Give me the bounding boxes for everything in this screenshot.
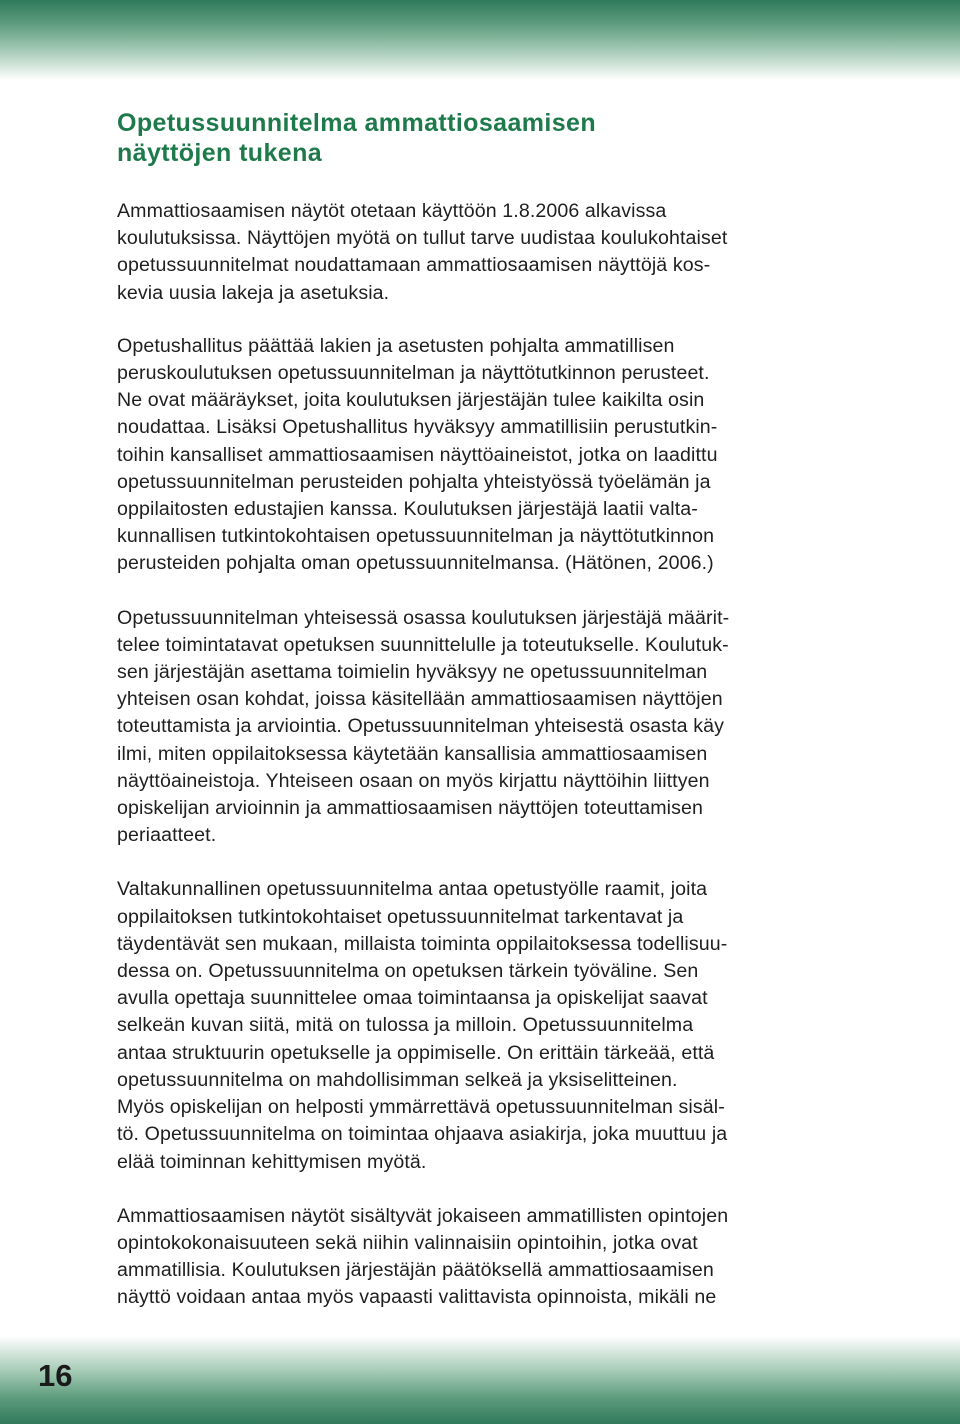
text-line: perusteiden pohjalta oman opetussuunnitelmansa. (Hätönen, 2006.) [117,552,714,575]
text-line: kunnallisen tutkintokohtaisen opetussuunnitelman ja näyttötutkinnon [117,525,715,548]
text-line: koulutuksissa. Näyttöjen myötä on tullut tarve uudistaa koulukohtaiset [117,227,728,250]
text-line: toihin kansalliset ammattiosaamisen näyttöaineistot, jotka on laadittu [117,443,718,466]
text-line: opetussuunnitelman perusteiden pohjalta yhteistyössä työelämän ja [117,470,711,493]
text-line: avulla opettaja suunnittelee omaa toimintaansa ja opiskelijat saavat [117,987,708,1010]
text-line: näyttö voidaan antaa myös vapaasti valittavista opinnoista, mikäli ne [117,1286,717,1309]
text-line: oppilaitoksen tutkintokohtaiset opetussuunnitelmat tarkentavat ja [117,905,684,928]
text-line: täydentävät sen mukaan, millaista toiminta oppilaitoksessa todellisuu- [117,932,728,955]
paragraph-5 [117,1203,817,1312]
text-line: Ammattiosaamisen näytöt sisältyvät jokaiseen ammatillisten opintojen [117,1204,729,1227]
text-line: opetussuunnitelma on mahdollisimman selkeä ja yksiselitteinen. [117,1068,678,1091]
text-line: kevia uusia lakeja ja asetuksia. [117,281,390,304]
text-line: Ne ovat määräykset, joita koulutuksen järjestäjän tulee kaikilta osin [117,389,705,412]
text-line: telee toimintatavat opetuksen suunnittelulle ja toteutukselle. Koulutuk- [117,633,729,656]
text-line: ilmi, miten oppilaitoksessa käytetään kansallisia ammattiosaamisen [117,742,708,765]
text-line: sen järjestäjän asettama toimielin hyväksyy ne opetussuunnitelman [117,661,708,684]
section-heading [117,108,817,168]
text-line: peruskoulutuksen opetussuunnitelman ja näyttötutkinnon perusteet. [117,362,710,385]
text-line: dessa on. Opetussuunnitelma on opetuksen tärkein työväline. Sen [117,960,699,983]
text-line: selkeän kuvan siitä, mitä on tulossa ja milloin. Opetussuunnitelma [117,1014,694,1037]
text-line: Opetussuunnitelman yhteisessä osassa koulutuksen järjestäjä määrit- [117,606,730,629]
bottom-gradient-band [0,1336,960,1424]
text-line: opetussuunnitelmat noudattamaan ammattiosaamisen näyttöjä kos- [117,254,711,277]
text-line: näyttöaineistoja. Yhteiseen osaan on myös kirjattu näyttöihin liittyen [117,769,710,792]
text-line: Valtakunnallinen opetussuunnitelma antaa opetustyölle raamit, joita [117,878,708,901]
text-line: opiskelijan arvioinnin ja ammattiosaamisen näyttöjen toteuttamisen [117,797,704,820]
text-line: antaa struktuurin opetukselle ja oppimiselle. On erittäin tärkeää, että [117,1041,715,1064]
text-line: ammatillisia. Koulutuksen järjestäjän päätöksellä ammattiosaamisen [117,1259,714,1282]
page-content [117,108,817,1312]
paragraph-3 [117,605,817,850]
paragraph-2 [117,333,817,578]
text-line: elää toiminnan kehittymisen myötä. [117,1150,427,1173]
text-line: Myös opiskelijan on helposti ymmärrettävä opetussuunnitelman sisäl- [117,1096,725,1119]
text-line: yhteisen osan kohdat, joissa käsitellään ammattiosaamisen näyttöjen [117,688,723,711]
page-number: 16 [38,1358,73,1393]
text-line: periaatteet. [117,824,217,847]
text-line: oppilaitosten edustajien kanssa. Koulutuksen järjestäjä laatii valta- [117,498,698,521]
text-line: Opetushallitus päättää lakien ja asetusten pohjalta ammatillisen [117,334,675,357]
heading-line: näyttöjen tukena [117,139,323,167]
text-line: Ammattiosaamisen näytöt otetaan käyttöön 1.8.2006 alkavissa [117,200,667,222]
text-line: tö. Opetussuunnitelma on toimintaa ohjaava asiakirja, joka muuttuu ja [117,1123,728,1146]
text-line: opintokokonaisuuteen sekä niihin valinnaisiin opintoihin, jotka ovat [117,1231,698,1254]
top-gradient-band [0,0,960,80]
text-line: toteuttamista ja arviointia. Opetussuunnitelman yhteisestä osasta käy [117,715,725,738]
paragraph-4 [117,876,817,1175]
heading-line: Opetussuunnitelma ammattiosaamisen [117,109,597,137]
paragraph-1 [117,198,817,307]
text-line: noudattaa. Lisäksi Opetushallitus hyväksyy ammatillisiin perustutkin- [117,416,718,439]
